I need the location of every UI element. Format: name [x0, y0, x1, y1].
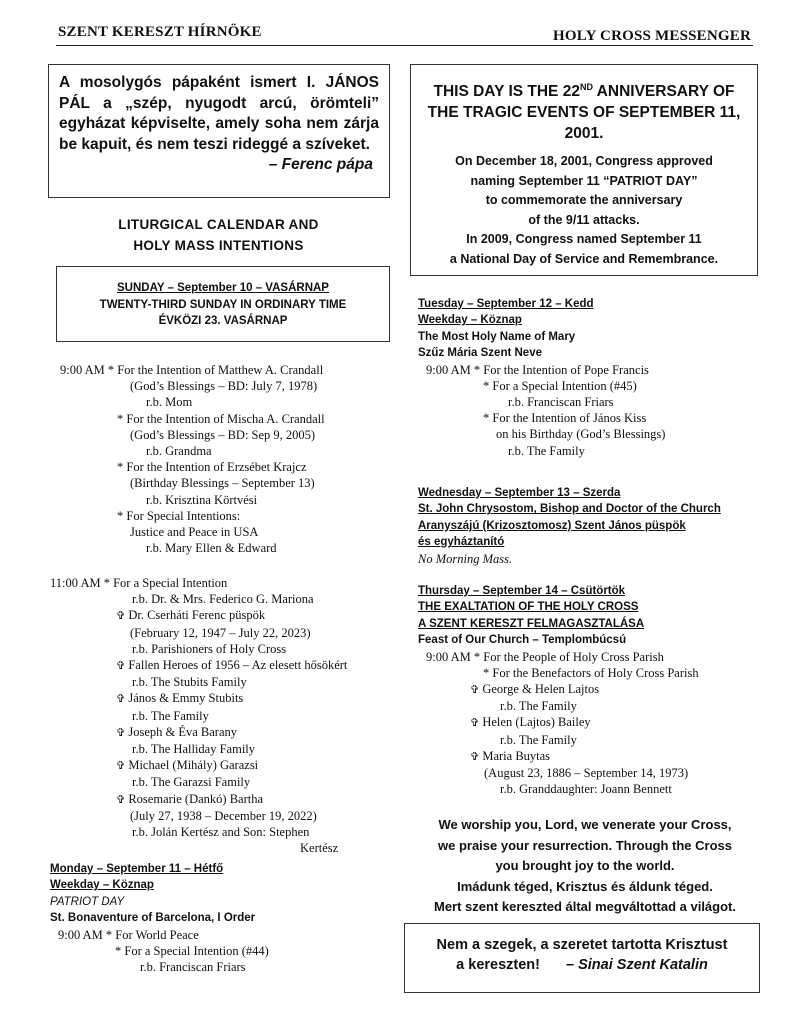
monday-patriot-day: PATRIOT DAY	[50, 895, 125, 908]
monday-type: Weekday – Köznap	[50, 879, 154, 892]
mass-line: Maria Buytas	[482, 748, 551, 763]
tuesday-feast-en: The Most Holy Name of Mary	[418, 330, 576, 343]
katalin-quote-line1: Nem a szegek, a szeretet tartotta Krisztust	[436, 937, 728, 953]
mass-line: (Birthday Blessings – September 13)	[130, 476, 315, 491]
mass-line: (July 27, 1938 – December 19, 2022)	[130, 808, 317, 823]
sunday-9am-list	[60, 362, 325, 556]
mass-line: Dr. Cserháti Ferenc püspök	[128, 608, 266, 623]
cross-icon: ✞	[116, 725, 126, 739]
mass-line: r.b. Franciscan Friars	[508, 395, 614, 410]
katalin-quote-line2-wrap	[413, 955, 751, 975]
prayer-line: Mert szent kereszted által megváltottad a világot.	[434, 899, 736, 914]
anniversary-line: In 2009, Congress named September 11	[466, 232, 702, 247]
header-divider	[56, 45, 753, 46]
cross-icon: ✞	[116, 692, 126, 706]
mass-line: Joseph & Éva Barany	[128, 724, 237, 739]
mass-line: (February 12, 1947 – July 22, 2023)	[130, 625, 311, 640]
thursday-day: Thursday – September 14 – Csütörtök	[418, 585, 626, 597]
wednesday-saint-hu-2: és egyháztanító	[418, 536, 505, 549]
mass-line: * For a Special Intention (#45)	[483, 378, 637, 393]
tuesday-section	[418, 296, 665, 459]
prayer-line: we praise your resurrection. Through the Cross	[437, 837, 732, 853]
katalin-quote-author: – Sinai Szent Katalin	[566, 957, 708, 973]
anniversary-line: naming September 11 “PATRIOT DAY”	[470, 173, 698, 188]
header-right-title: HOLY CROSS MESSENGER	[553, 28, 751, 44]
wednesday-saint-hu: Aranyszájú (Krizosztomosz) Szent János püspök	[418, 519, 686, 532]
anniversary-title-post: ANNIVERSARY OF THE TRAGIC EVENTS OF SEPTEMBER 11, 2001.	[427, 83, 741, 143]
mass-line: János & Emmy Stubits	[128, 691, 244, 706]
mass-line: r.b. Franciscan Friars	[140, 960, 246, 975]
header-left-title: SZENT KERESZT HÍRNÖKE	[58, 24, 262, 40]
anniversary-body	[419, 152, 749, 269]
sunday-day: SUNDAY – September 10 – VASÁRNAP	[117, 282, 329, 294]
mass-line: * For the Intention of János Kiss	[483, 411, 647, 426]
mass-line: Justice and Peace in USA	[130, 525, 259, 540]
wednesday-section	[418, 485, 721, 567]
sunday-name-en: TWENTY-THIRD SUNDAY IN ORDINARY TIME	[99, 298, 347, 311]
mass-line: r.b. Parishioners of Holy Cross	[132, 641, 287, 656]
mass-line: Michael (Mihály) Garazsi	[128, 758, 259, 773]
mass-line: r.b. The Stubits Family	[132, 675, 247, 690]
mass-line: r.b. Mom	[146, 395, 193, 410]
mass-line: on his Birthday (God’s Blessings)	[496, 427, 666, 442]
anniversary-line: of the 9/11 attacks.	[528, 212, 640, 227]
cross-icon: ✞	[116, 759, 126, 773]
cross-icon: ✞	[470, 683, 480, 697]
anniversary-line: a National Day of Service and Remembrance.	[449, 251, 719, 266]
prayer-line: We worship you, Lord, we venerate your Cross,	[438, 817, 732, 832]
cross-icon: ✞	[116, 609, 126, 623]
mass-line: 9:00 AM * For the Intention of Matthew A. Crandall	[60, 363, 324, 377]
liturgical-title-line: LITURGICAL CALENDAR AND	[118, 217, 319, 232]
prayer-line: you brought joy to the world.	[495, 858, 675, 873]
cross-icon: ✞	[470, 749, 480, 763]
katalin-quote-line2: a kereszten!	[456, 957, 540, 973]
sunday-header-box	[56, 266, 390, 342]
mass-line: (August 23, 1886 – September 14, 1973)	[484, 766, 689, 781]
mass-line: r.b. The Halliday Family	[132, 742, 256, 757]
thursday-church-feast: Feast of Our Church – Templombúcsú	[418, 634, 627, 647]
mass-line: r.b. Krisztina Körtvési	[146, 492, 258, 507]
monday-saint: St. Bonaventure of Barcelona, I Order	[50, 912, 256, 925]
thursday-section	[418, 583, 699, 797]
sunday-11am-list	[50, 575, 347, 856]
mass-line: 9:00 AM * For World Peace	[58, 927, 199, 942]
prayer-line: Imádunk téged, Krisztus és áldunk téged.	[457, 878, 713, 894]
anniversary-box	[410, 64, 758, 276]
mass-line: (God’s Blessings – BD: Sep 9, 2005)	[130, 427, 316, 442]
cross-icon: ✞	[470, 716, 480, 730]
pope-quote-author: – Ferenc pápa	[268, 156, 373, 173]
mass-line: Fallen Heroes of 1956 – Az elesett hősökért	[128, 658, 348, 673]
mass-line: (God’s Blessings – BD: July 7, 1978)	[130, 379, 318, 394]
pope-quote-box	[48, 64, 390, 198]
mass-line: r.b. Granddaughter: Joann Bennett	[500, 782, 672, 797]
anniversary-title-pre: THIS DAY IS THE 22	[433, 83, 580, 101]
tuesday-feast-hu: Szűz Mária Szent Neve	[418, 347, 542, 360]
mass-line: r.b. The Garazsi Family	[132, 775, 251, 790]
mass-line: 11:00 AM * For a Special Intention	[50, 576, 228, 590]
tuesday-day: Tuesday – September 12 – Kedd	[418, 298, 594, 310]
mass-line: 9:00 AM * For the Intention of Pope Francis	[426, 362, 649, 377]
thursday-feast-hu: A SZENT KERESZT FELMAGASZTALÁSA	[418, 617, 645, 630]
monday-day: Monday – September 11 – Hétfő	[50, 863, 224, 875]
monday-section	[50, 861, 269, 975]
cross-icon: ✞	[116, 792, 126, 806]
mass-line: r.b. Mary Ellen & Edward	[146, 541, 277, 556]
mass-line: 9:00 AM * For the People of Holy Cross Parish	[426, 649, 664, 664]
anniversary-line: On December 18, 2001, Congress approved	[455, 154, 713, 169]
mass-line: r.b. The Family	[132, 708, 209, 723]
mass-line: Helen (Lajtos) Bailey	[482, 715, 591, 730]
anniversary-line: to commemorate the anniversary	[485, 193, 683, 208]
wednesday-note: No Morning Mass.	[418, 551, 513, 566]
tuesday-type: Weekday – Köznap	[418, 314, 522, 327]
wednesday-day: Wednesday – September 13 – Szerda	[418, 487, 621, 499]
katalin-quote-box	[404, 923, 760, 993]
pope-quote-text: A mosolygós pápaként ismert I. JÁNOS PÁL a „szép, nyugodt arcú, örömteli” egyházat képviselte, amely soha nem zárja be kapuit, és nem teszi rideggé a szíveket.	[59, 74, 379, 153]
mass-line: * For the Benefactors of Holy Cross Parish	[483, 665, 699, 680]
cross-icon: ✞	[116, 659, 126, 673]
anniversary-title-sup: ND	[579, 82, 593, 92]
liturgical-calendar-title	[56, 214, 381, 256]
mass-line: r.b. Jolán Kertész and Son: Stephen	[132, 825, 310, 840]
wednesday-saint-en: St. John Chrysostom, Bishop and Doctor of the Church	[418, 503, 721, 516]
sunday-name-hu: ÉVKÖZI 23. VASÁRNAP	[158, 315, 288, 327]
liturgical-title-line: HOLY MASS INTENTIONS	[133, 238, 304, 253]
mass-line: * For the Intention of Mischa A. Crandall	[117, 411, 325, 426]
mass-line: r.b. The Family	[500, 732, 577, 747]
mass-line: George & Helen Lajtos	[482, 682, 600, 697]
mass-line: * For the Intention of Erzsébet Krajcz	[117, 460, 307, 475]
mass-line: Rosemarie (Dankó) Bartha	[128, 791, 264, 806]
mass-line: * For Special Intentions:	[117, 508, 241, 523]
mass-line: * For a Special Intention (#44)	[115, 943, 269, 958]
mass-line: Kertész	[300, 841, 339, 856]
thursday-feast-en: THE EXALTATION OF THE HOLY CROSS	[418, 601, 639, 614]
mass-line: r.b. Grandma	[146, 444, 212, 459]
mass-line: r.b. Dr. & Mrs. Federico G. Mariona	[132, 592, 314, 607]
mass-line: r.b. The Family	[508, 443, 585, 458]
anniversary-title	[419, 77, 749, 144]
mass-line: r.b. The Family	[500, 699, 577, 714]
worship-prayer	[410, 815, 760, 918]
